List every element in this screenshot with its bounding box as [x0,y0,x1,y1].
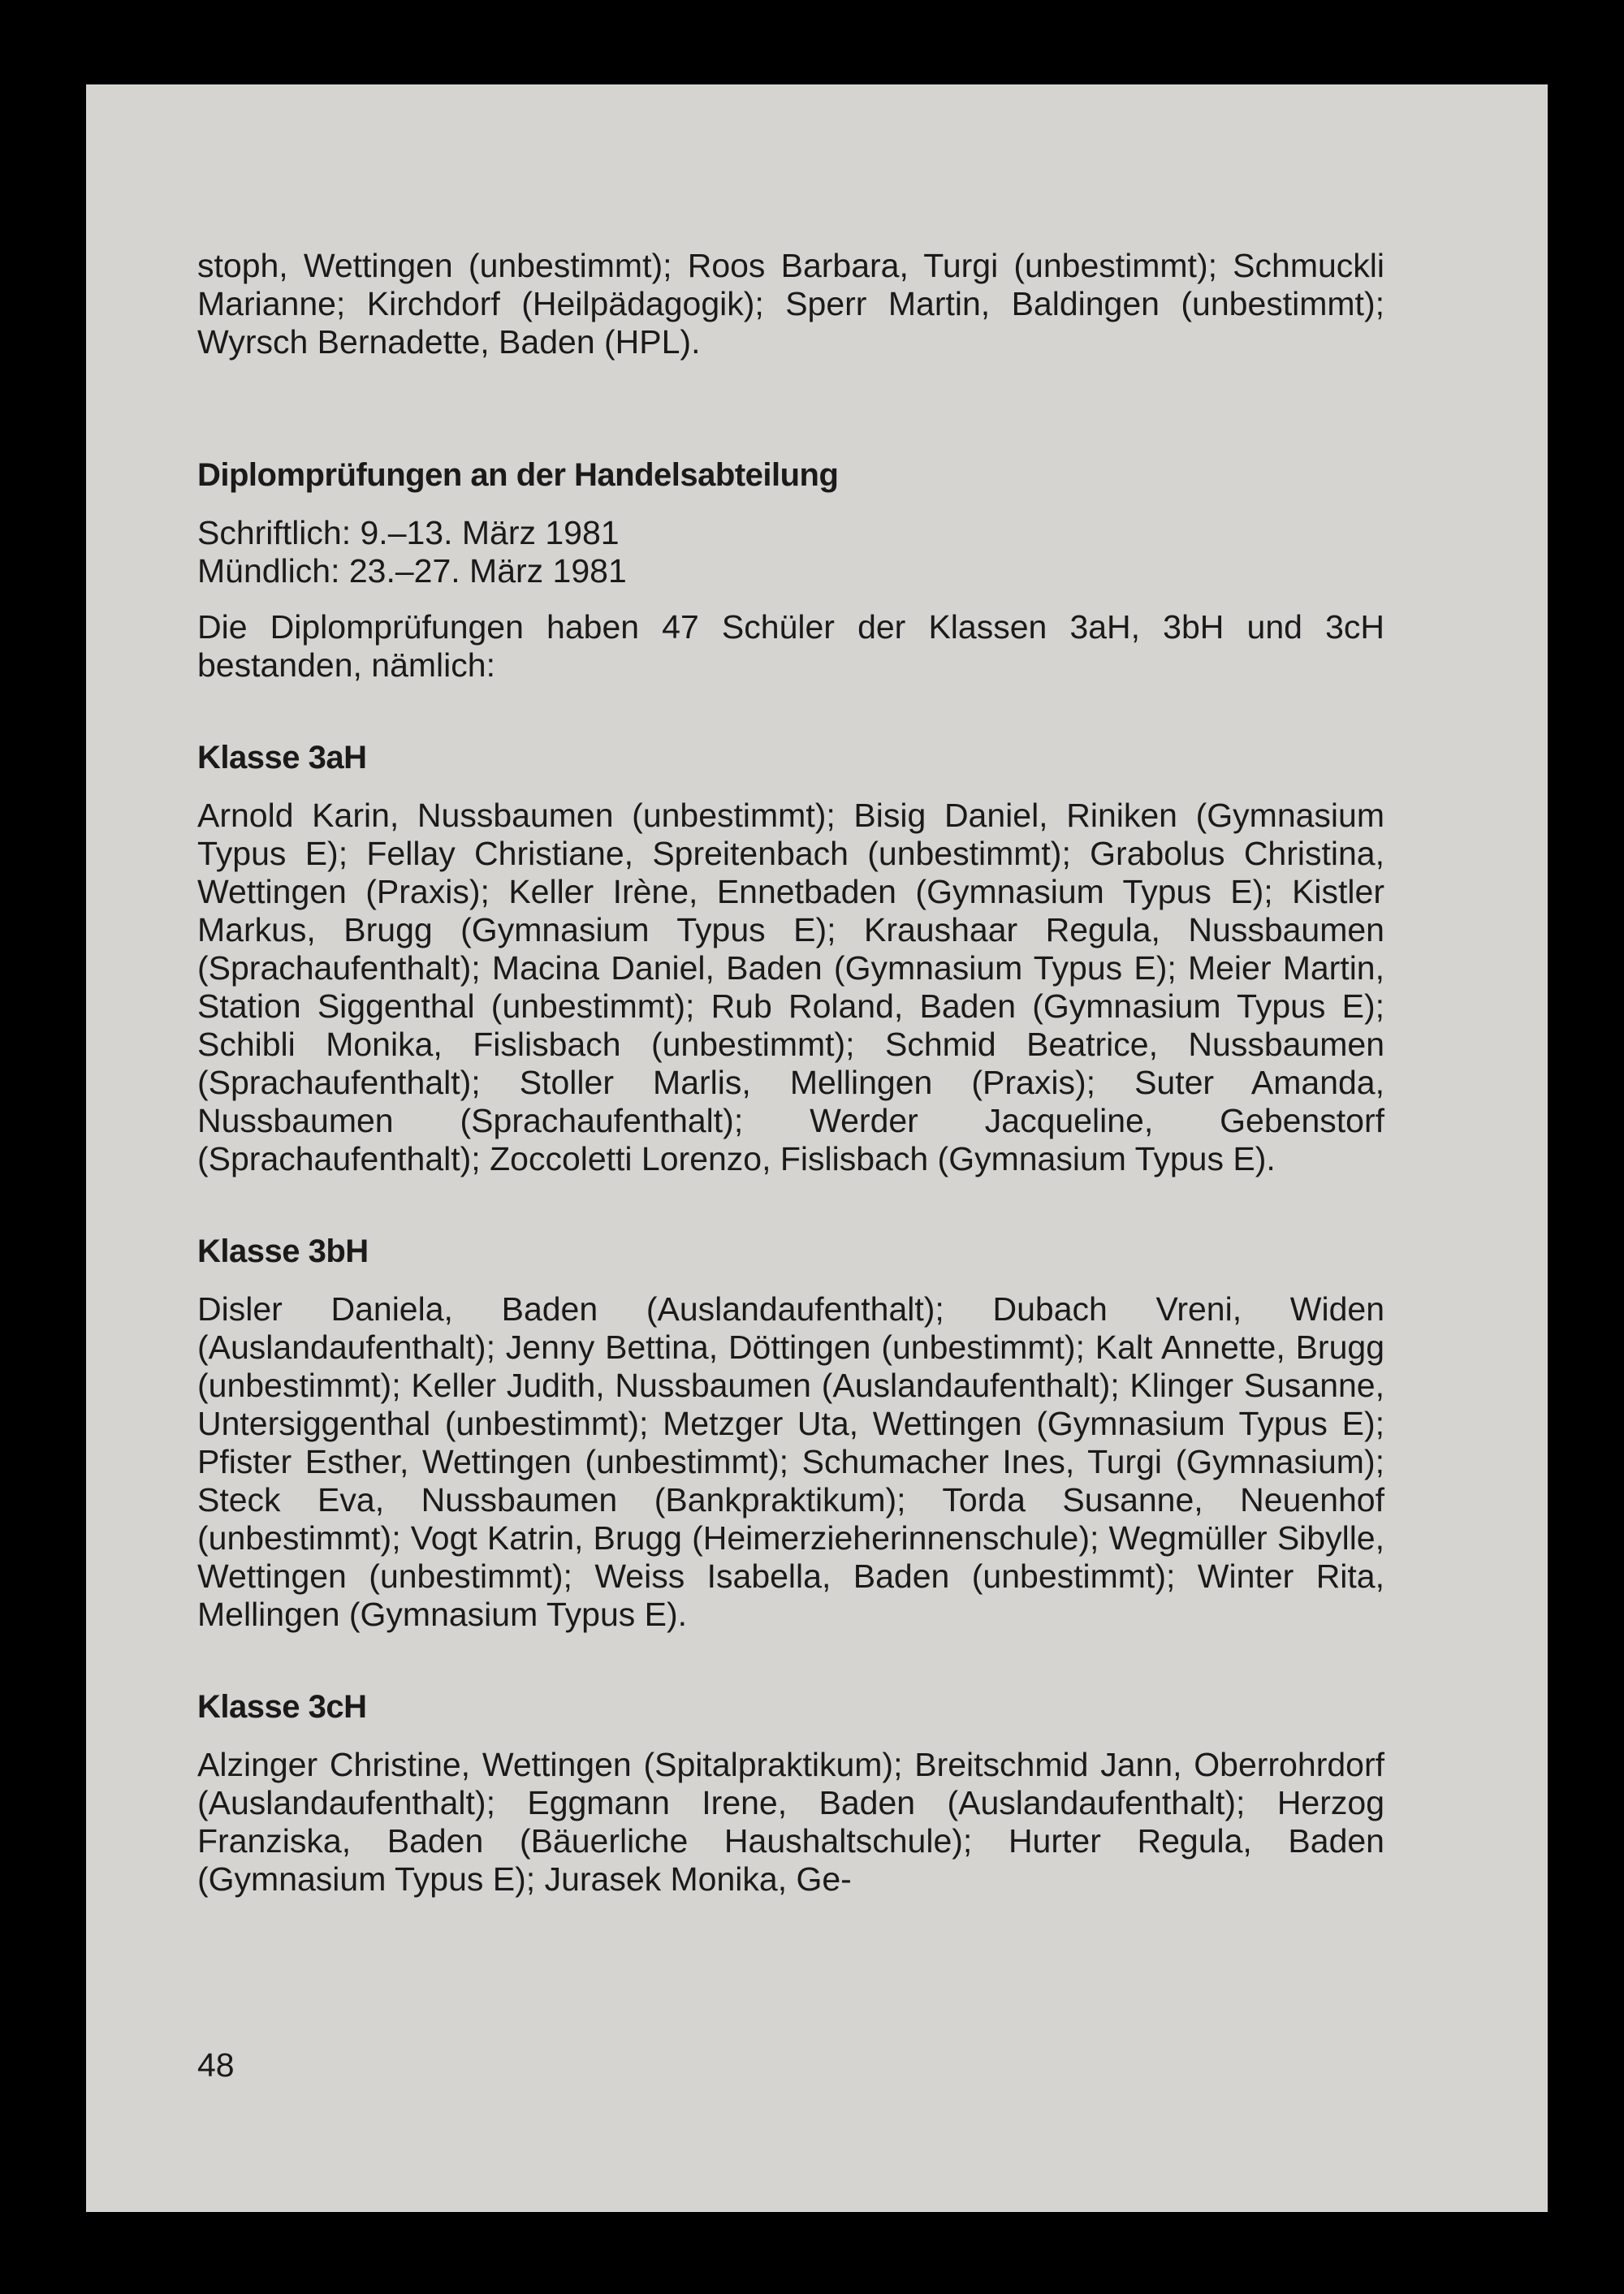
class-3ah-list: Arnold Karin, Nussbaumen (unbestimmt); Bisig Daniel, Riniken (Gymnasium Typus E); Fellay Christiane, Spreitenbach (unbestimmt); Grabolus Christina, Wettingen (Praxis); Keller Irène, Ennetbaden (Gymnasium Typus E); Kistler Markus, Brugg (Gymnasium Typus E); Kraushaar Regula, Nussbaumen (Sprachaufenthalt); Macina Daniel, Baden (Gymnasium Typus E); Meier Martin, Station Siggenthal (unbestimmt); Rub Roland, Baden (Gymnasium Typus E); Schibli Monika, Fislisbach (unbestimmt); Schmid Beatrice, Nussbaumen (Sprachaufenthalt); Stoller Marlis, Mellingen (Praxis); Suter Amanda, Nussbaumen (Sprachaufenthalt); Werder Jacqueline, Gebenstorf (Sprachaufenthalt); Zoccoletti Lorenzo, Fislisbach (Gymnasium Typus E). [197,797,1384,1177]
document-page [86,84,1548,2212]
class-3ch-list: Alzinger Christine, Wettingen (Spitalpraktikum); Breitschmid Jann, Oberrohrdorf (Auslandaufenthalt); Eggmann Irene, Baden (Auslandaufenthalt); Herzog Franziska, Baden (Bäuerliche Haushaltschule); Hurter Regula, Baden (Gymnasium Typus E); Jurasek Monika, Ge- [197,1746,1384,1898]
class-3bh-list: Disler Daniela, Baden (Auslandaufenthalt); Dubach Vreni, Widen (Auslandaufenthalt); Jenny Bettina, Döttingen (unbestimmt); Kalt Annette, Brugg (unbestimmt); Keller Judith, Nussbaumen (Auslandaufenthalt); Klinger Susanne, Untersiggenthal (unbestimmt); Metzger Uta, Wettingen (Gymnasium Typus E); Pfister Esther, Wettingen (unbestimmt); Schumacher Ines, Turgi (Gymnasium); Steck Eva, Nussbaumen (Bankpraktikum); Torda Susanne, Neuenhof (unbestimmt); Vogt Katrin, Brugg (Heimerzieherinnenschule); Wegmüller Sibylle, Wettingen (unbestimmt); Weiss Isabella, Baden (unbestimmt); Winter Rita, Mellingen (Gymnasium Typus E). [197,1290,1384,1633]
summary-paragraph: Die Diplomprüfungen haben 47 Schüler der Klassen 3aH, 3bH und 3cH bestanden, nämlich: [197,608,1384,684]
class-3ah-title: Klasse 3aH [197,740,367,775]
exam-date-written: Schriftlich: 9.–13. März 1981 [197,514,620,551]
intro-paragraph: stoph, Wettingen (unbestimmt); Roos Barbara, Turgi (unbestimmt); Schmuckli Marianne; Kirchdorf (Heilpädagogik); Sperr Martin, Baldingen (unbestimmt); Wyrsch Bernadette, Baden (HPL). [197,247,1384,361]
page-content [197,247,1384,1899]
exam-dates [197,514,1384,590]
exam-date-oral: Mündlich: 23.–27. März 1981 [197,552,627,590]
class-3ch-title: Klasse 3cH [197,1689,367,1725]
page-number: 48 [197,2046,235,2084]
section-title: Diplomprüfungen an der Handelsabteilung [197,457,839,493]
class-3bh-title: Klasse 3bH [197,1233,369,1269]
